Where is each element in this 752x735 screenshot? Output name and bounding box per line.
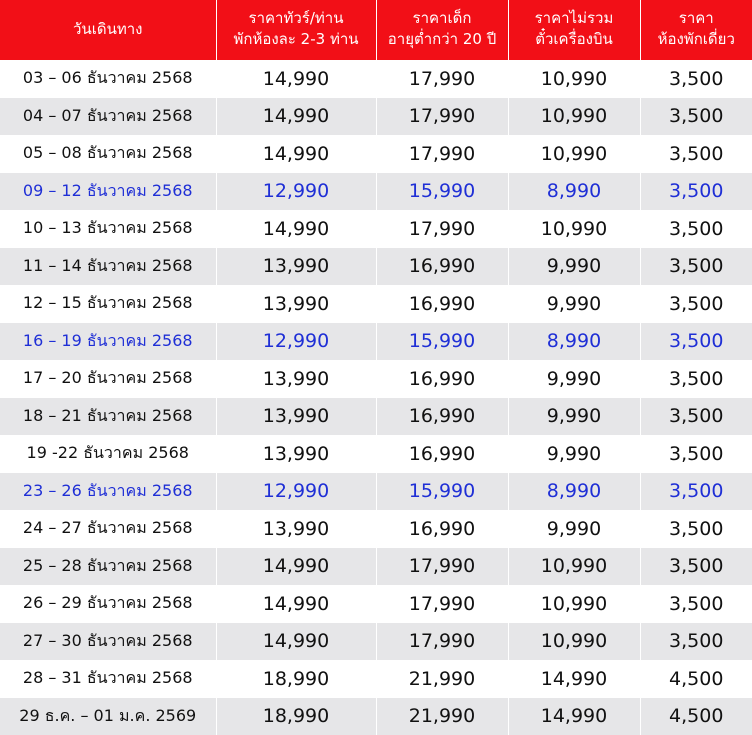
no-ticket-price-cell: 9,990 (508, 435, 640, 473)
header-travel-date: วันเดินทาง (0, 0, 216, 60)
adult-price-cell: 13,990 (216, 285, 376, 323)
header-no-ticket-price: ราคาไม่รวม ตั๋วเครื่องบิน (508, 0, 640, 60)
no-ticket-price-cell: 10,990 (508, 135, 640, 173)
adult-price-cell: 13,990 (216, 248, 376, 286)
travel-date-cell: 24 – 27 ธันวาคม 2568 (0, 510, 216, 548)
travel-date-cell: 05 – 08 ธันวาคม 2568 (0, 135, 216, 173)
no-ticket-price-cell: 8,990 (508, 473, 640, 511)
single-room-price-cell: 3,500 (640, 473, 752, 511)
adult-price-cell: 14,990 (216, 60, 376, 98)
no-ticket-price-cell: 10,990 (508, 623, 640, 661)
table-row (0, 548, 752, 586)
child-price-cell: 17,990 (376, 98, 508, 136)
travel-date-cell: 23 – 26 ธันวาคม 2568 (0, 473, 216, 511)
table-row (0, 585, 752, 623)
table-row (0, 135, 752, 173)
travel-date-cell: 16 – 19 ธันวาคม 2568 (0, 323, 216, 361)
header-child-price: ราคาเด็ก อายุต่ำกว่า 20 ปี (376, 0, 508, 60)
table-body (0, 60, 752, 735)
table-row (0, 510, 752, 548)
single-room-price-cell: 3,500 (640, 60, 752, 98)
child-price-cell: 17,990 (376, 135, 508, 173)
adult-price-cell: 12,990 (216, 323, 376, 361)
no-ticket-price-cell: 9,990 (508, 285, 640, 323)
travel-date-cell: 09 – 12 ธันวาคม 2568 (0, 173, 216, 211)
table-header (0, 0, 752, 60)
adult-price-cell: 13,990 (216, 360, 376, 398)
child-price-cell: 16,990 (376, 248, 508, 286)
travel-date-cell: 03 – 06 ธันวาคม 2568 (0, 60, 216, 98)
single-room-price-cell: 3,500 (640, 135, 752, 173)
adult-price-cell: 12,990 (216, 473, 376, 511)
no-ticket-price-cell: 10,990 (508, 210, 640, 248)
child-price-cell: 16,990 (376, 398, 508, 436)
adult-price-cell: 14,990 (216, 98, 376, 136)
no-ticket-price-cell: 8,990 (508, 173, 640, 211)
travel-date-cell: 04 – 07 ธันวาคม 2568 (0, 98, 216, 136)
header-single-room-price: ราคา ห้องพักเดี่ยว (640, 0, 752, 60)
table-row (0, 323, 752, 361)
child-price-cell: 21,990 (376, 660, 508, 698)
no-ticket-price-cell: 10,990 (508, 60, 640, 98)
travel-date-cell: 18 – 21 ธันวาคม 2568 (0, 398, 216, 436)
no-ticket-price-cell: 10,990 (508, 548, 640, 586)
table-row (0, 210, 752, 248)
no-ticket-price-cell: 9,990 (508, 360, 640, 398)
single-room-price-cell: 3,500 (640, 248, 752, 286)
adult-price-cell: 14,990 (216, 623, 376, 661)
single-room-price-cell: 4,500 (640, 660, 752, 698)
no-ticket-price-cell: 9,990 (508, 510, 640, 548)
no-ticket-price-cell: 14,990 (508, 698, 640, 735)
child-price-cell: 17,990 (376, 548, 508, 586)
adult-price-cell: 14,990 (216, 135, 376, 173)
single-room-price-cell: 3,500 (640, 435, 752, 473)
table-row (0, 60, 752, 98)
no-ticket-price-cell: 8,990 (508, 323, 640, 361)
header-adult-price: ราคาทัวร์/ท่าน พักห้องละ 2-3 ท่าน (216, 0, 376, 60)
travel-date-cell: 25 – 28 ธันวาคม 2568 (0, 548, 216, 586)
table-row (0, 173, 752, 211)
no-ticket-price-cell: 10,990 (508, 585, 640, 623)
child-price-cell: 17,990 (376, 623, 508, 661)
single-room-price-cell: 3,500 (640, 510, 752, 548)
single-room-price-cell: 3,500 (640, 623, 752, 661)
adult-price-cell: 13,990 (216, 510, 376, 548)
child-price-cell: 17,990 (376, 210, 508, 248)
travel-date-cell: 19 -22 ธันวาคม 2568 (0, 435, 216, 473)
travel-date-cell: 12 – 15 ธันวาคม 2568 (0, 285, 216, 323)
adult-price-cell: 14,990 (216, 585, 376, 623)
single-room-price-cell: 3,500 (640, 285, 752, 323)
travel-date-cell: 26 – 29 ธันวาคม 2568 (0, 585, 216, 623)
travel-date-cell: 29 ธ.ค. – 01 ม.ค. 2569 (0, 698, 216, 735)
no-ticket-price-cell: 10,990 (508, 98, 640, 136)
travel-date-cell: 10 – 13 ธันวาคม 2568 (0, 210, 216, 248)
child-price-cell: 17,990 (376, 60, 508, 98)
adult-price-cell: 12,990 (216, 173, 376, 211)
travel-date-cell: 17 – 20 ธันวาคม 2568 (0, 360, 216, 398)
child-price-cell: 15,990 (376, 323, 508, 361)
child-price-cell: 15,990 (376, 173, 508, 211)
table-row (0, 98, 752, 136)
table-row (0, 398, 752, 436)
table-row (0, 435, 752, 473)
child-price-cell: 16,990 (376, 510, 508, 548)
single-room-price-cell: 3,500 (640, 210, 752, 248)
adult-price-cell: 13,990 (216, 398, 376, 436)
adult-price-cell: 14,990 (216, 210, 376, 248)
table-row (0, 285, 752, 323)
no-ticket-price-cell: 14,990 (508, 660, 640, 698)
table-row (0, 248, 752, 286)
table-row (0, 360, 752, 398)
single-room-price-cell: 3,500 (640, 360, 752, 398)
adult-price-cell: 18,990 (216, 660, 376, 698)
child-price-cell: 21,990 (376, 698, 508, 735)
single-room-price-cell: 3,500 (640, 548, 752, 586)
single-room-price-cell: 3,500 (640, 323, 752, 361)
travel-date-cell: 28 – 31 ธันวาคม 2568 (0, 660, 216, 698)
table-row (0, 698, 752, 735)
single-room-price-cell: 3,500 (640, 98, 752, 136)
no-ticket-price-cell: 9,990 (508, 398, 640, 436)
no-ticket-price-cell: 9,990 (508, 248, 640, 286)
single-room-price-cell: 3,500 (640, 173, 752, 211)
adult-price-cell: 13,990 (216, 435, 376, 473)
travel-date-cell: 27 – 30 ธันวาคม 2568 (0, 623, 216, 661)
table-row (0, 660, 752, 698)
table-row (0, 473, 752, 511)
child-price-cell: 16,990 (376, 360, 508, 398)
single-room-price-cell: 3,500 (640, 585, 752, 623)
adult-price-cell: 14,990 (216, 548, 376, 586)
child-price-cell: 16,990 (376, 435, 508, 473)
child-price-cell: 16,990 (376, 285, 508, 323)
single-room-price-cell: 4,500 (640, 698, 752, 735)
adult-price-cell: 18,990 (216, 698, 376, 735)
child-price-cell: 15,990 (376, 473, 508, 511)
child-price-cell: 17,990 (376, 585, 508, 623)
single-room-price-cell: 3,500 (640, 398, 752, 436)
travel-date-cell: 11 – 14 ธันวาคม 2568 (0, 248, 216, 286)
table-row (0, 623, 752, 661)
